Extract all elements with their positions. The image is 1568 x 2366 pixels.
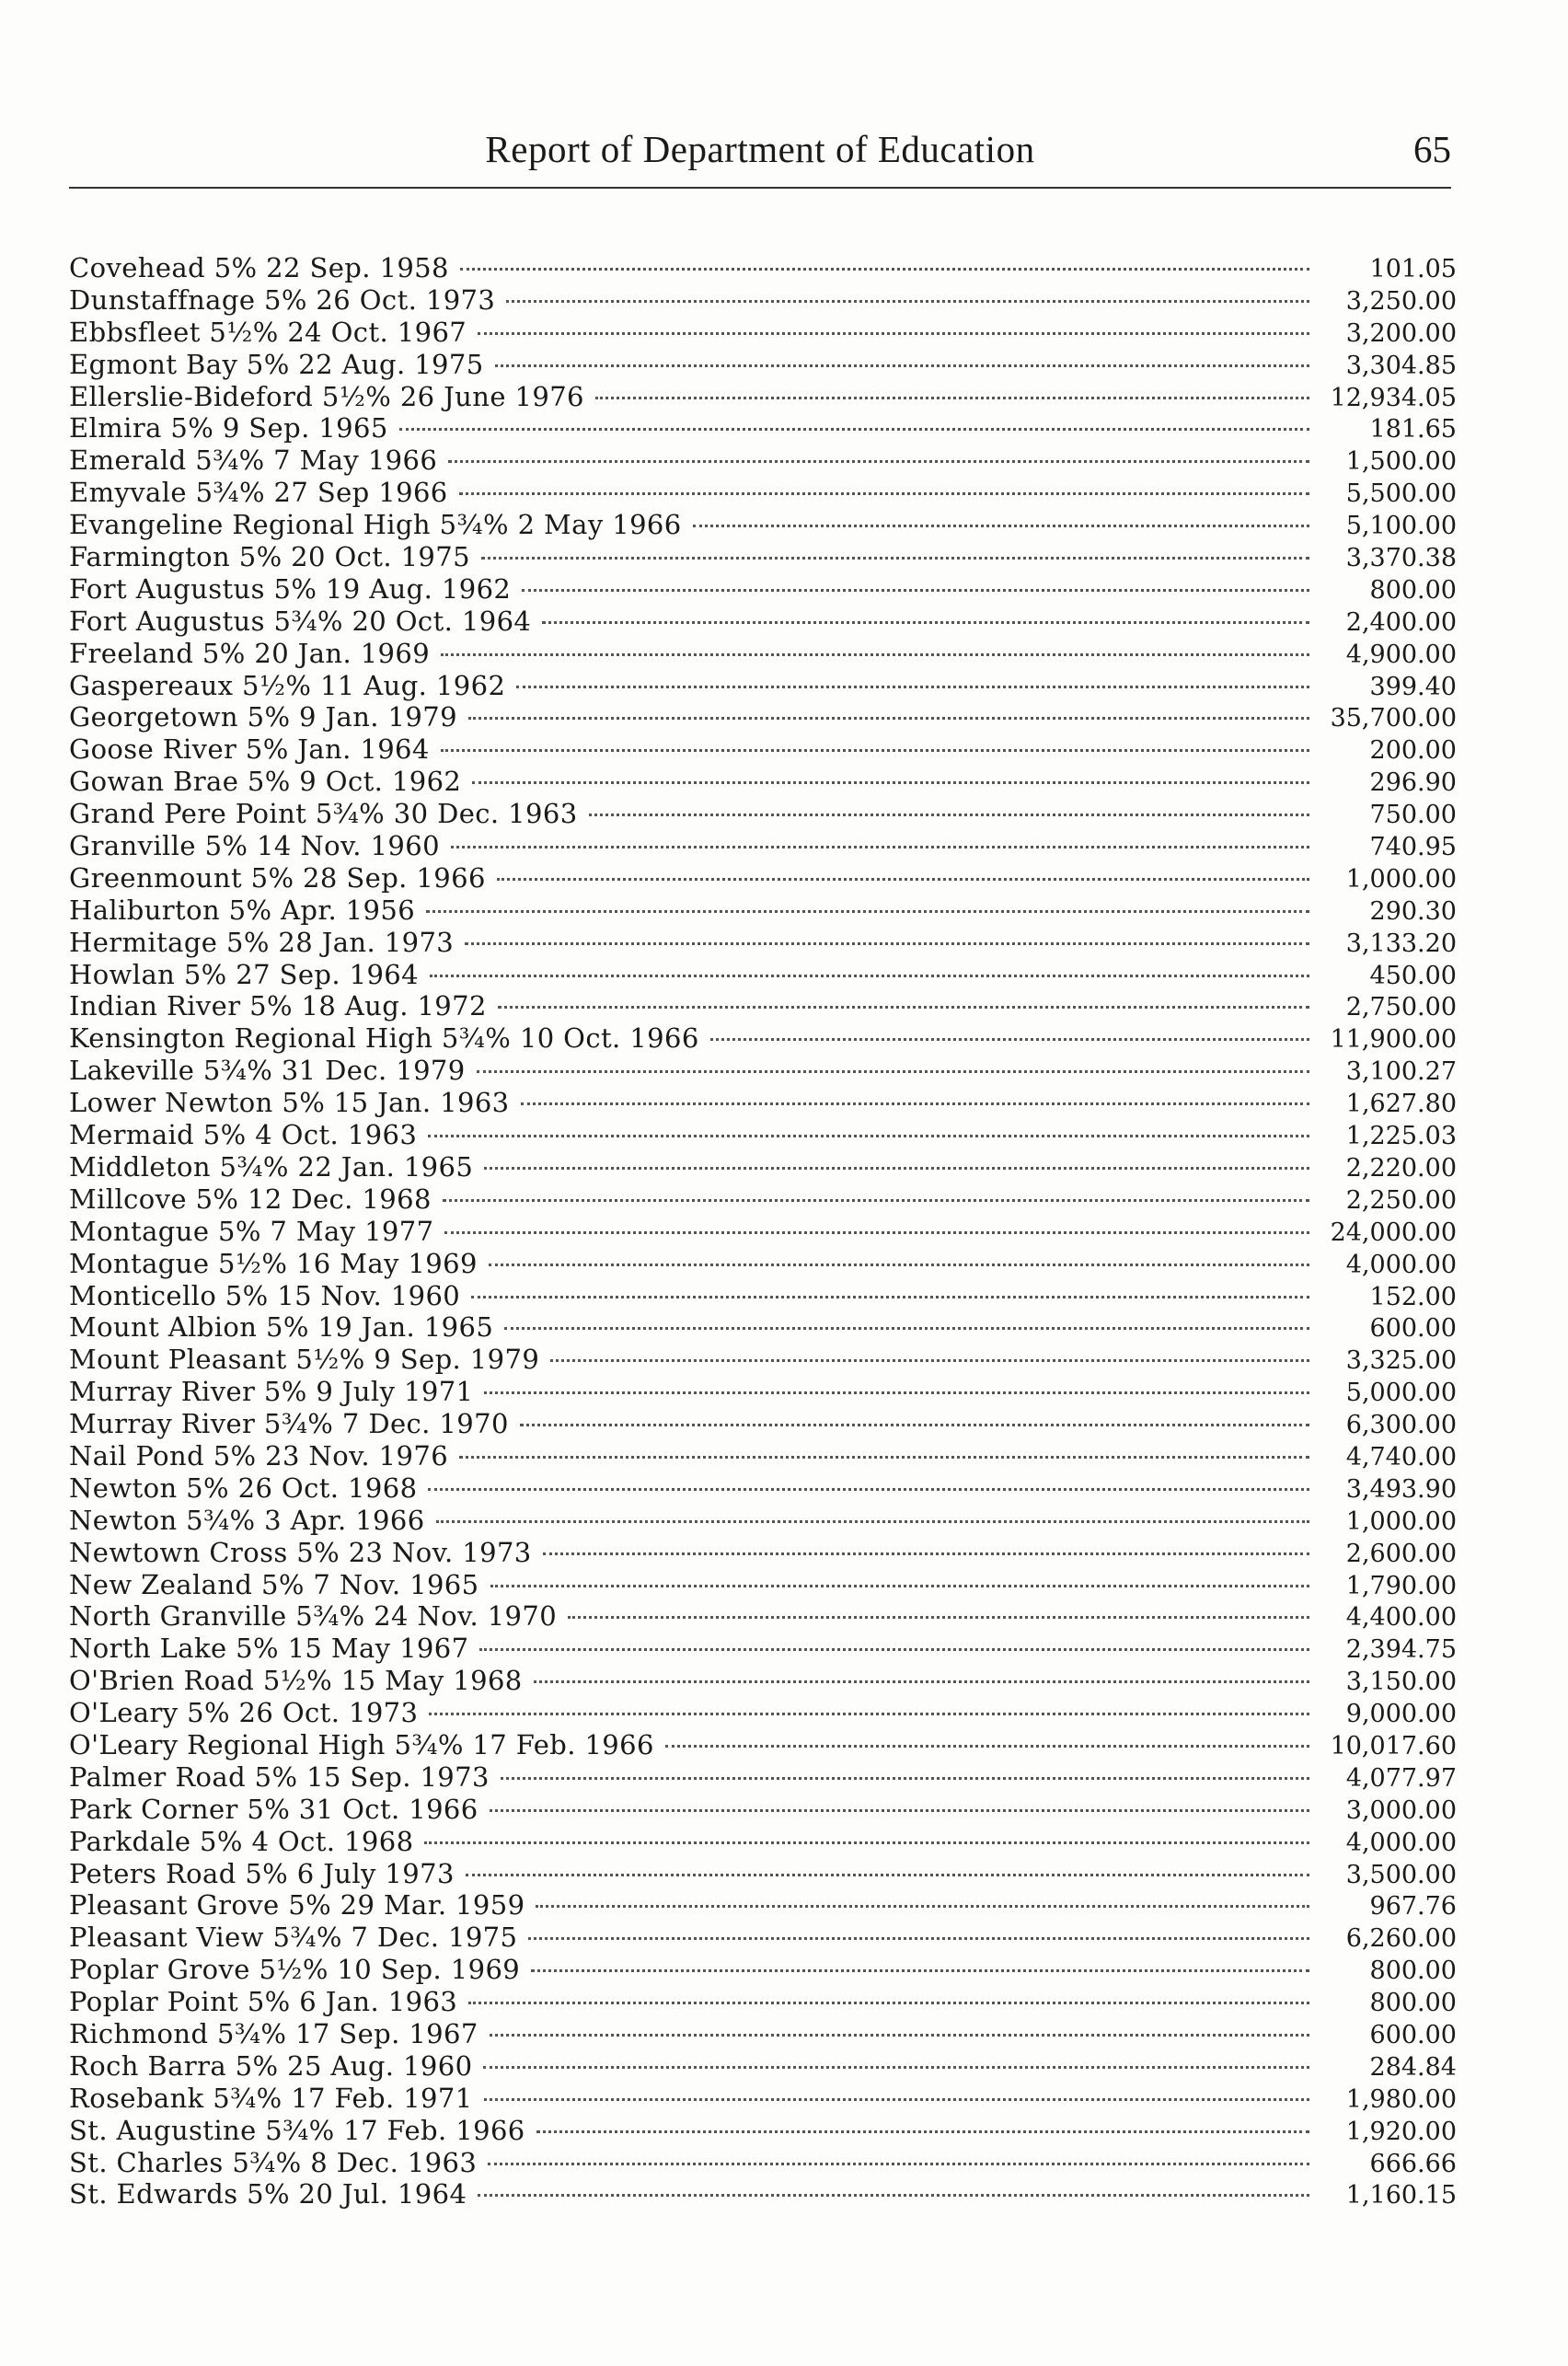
entry-amount: 200.00 [1369,736,1457,766]
list-item [69,830,1457,862]
dot-leader [521,1102,1309,1105]
list-item [69,670,1457,702]
list-item [69,317,1457,349]
dot-leader [495,364,1309,367]
entry-name: O'Leary 5% 26 Oct. 1973 [69,1697,419,1729]
list-item [69,1376,1457,1408]
dot-leader [506,300,1309,303]
entry-name: Farmington 5% 20 Oct. 1975 [69,541,470,573]
entry-name: Nail Pond 5% 23 Nov. 1976 [69,1439,449,1472]
list-item [69,1665,1457,1697]
entry-amount: 1,980.00 [1345,2084,1457,2114]
dot-leader [550,1359,1309,1362]
entry-amount: 666.66 [1369,2149,1457,2178]
entry-amount: 4,000.00 [1345,1250,1457,1279]
dot-leader [520,1424,1309,1426]
entry-name: Hermitage 5% 28 Jan. 1973 [69,926,455,958]
page-number: 65 [1413,128,1451,170]
entry-name: Fort Augustus 5¾% 20 Oct. 1964 [69,605,532,637]
entry-name: Lakeville 5¾% 31 Dec. 1979 [69,1055,466,1087]
entry-name: O'Brien Road 5½% 15 May 1968 [69,1665,523,1697]
entry-amount: 3,493.90 [1345,1474,1457,1504]
list-item [69,2018,1457,2050]
dot-leader [477,1070,1309,1073]
dot-leader [543,1552,1309,1555]
entry-name: Middleton 5¾% 22 Jan. 1965 [69,1150,474,1183]
dot-leader [465,942,1309,945]
list-item [69,1472,1457,1505]
dot-leader [531,1969,1309,1972]
dot-leader [490,1809,1309,1812]
entry-name: Pleasant View 5¾% 7 Dec. 1975 [69,1922,518,1954]
dot-leader [460,268,1309,271]
entry-name: Elmira 5% 9 Sep. 1965 [69,412,388,444]
entry-amount: 101.05 [1369,255,1457,283]
entry-amount: 4,000.00 [1345,1828,1457,1857]
dot-leader [478,332,1309,335]
list-item [69,1280,1457,1312]
entry-amount: 800.00 [1369,1956,1457,1986]
entry-amount: 3,250.00 [1345,286,1457,316]
dot-leader [504,1327,1309,1330]
entry-name: Greenmount 5% 28 Sep. 1966 [69,861,486,894]
entry-name: Dunstaffnage 5% 26 Oct. 1973 [69,283,496,316]
list-item [69,1311,1457,1344]
entry-amount: 800.00 [1369,1989,1457,2018]
list-item [69,1505,1457,1537]
entry-name: Freeland 5% 20 Jan. 1969 [69,637,431,669]
dot-leader [466,1874,1309,1876]
entry-name: St. Charles 5¾% 8 Dec. 1963 [69,2146,478,2178]
entry-amount: 2,250.00 [1345,1185,1457,1215]
dot-leader [534,1680,1309,1683]
entry-name: Montague 5½% 16 May 1969 [69,1247,478,1279]
list-item [69,1183,1457,1216]
entry-amount: 6,300.00 [1345,1411,1457,1440]
entry-amount: 1,160.15 [1345,2181,1457,2210]
entry-name: Gaspereaux 5½% 11 Aug. 1962 [69,669,506,701]
entry-amount: 5,500.00 [1345,479,1457,509]
list-item [69,638,1457,670]
entry-name: Palmer Road 5% 15 Sep. 1973 [69,1760,490,1793]
dot-leader [441,749,1309,752]
entry-name: Mount Albion 5% 19 Jan. 1965 [69,1311,494,1344]
list-item [69,1729,1457,1761]
list-item [69,1986,1457,2018]
dot-leader [444,1231,1309,1234]
dot-leader [522,589,1309,592]
entry-name: Millcove 5% 12 Dec. 1968 [69,1183,432,1215]
list-item [69,1889,1457,1922]
entry-name: Covehead 5% 22 Sep. 1958 [69,252,449,283]
list-item [69,1344,1457,1376]
entry-name: Goose River 5% Jan. 1964 [69,733,430,766]
dot-leader [589,814,1309,816]
entry-amount: 290.30 [1369,896,1457,926]
entry-amount: 5,100.00 [1345,512,1457,541]
list-item [69,1119,1457,1151]
dot-leader [426,910,1309,913]
list-item [69,927,1457,959]
list-item [69,1248,1457,1280]
dot-leader [483,2066,1309,2069]
entry-amount: 399.40 [1369,672,1457,701]
entry-name: Ellerslie-Bideford 5½% 26 June 1976 [69,380,584,412]
list-item [69,1761,1457,1794]
entry-amount: 12,934.05 [1330,383,1457,412]
dot-leader [489,1264,1309,1266]
dot-leader [490,2034,1309,2037]
entry-amount: 967.76 [1369,1892,1457,1922]
entry-amount: 4,900.00 [1345,640,1457,669]
dot-leader [399,428,1309,431]
list-item [69,2083,1457,2115]
list-item [69,541,1457,573]
list-item [69,573,1457,606]
entry-name: Rosebank 5¾% 17 Feb. 1971 [69,2082,473,2114]
entry-name: Peters Road 5% 6 July 1973 [69,1857,455,1889]
entry-amount: 1,920.00 [1345,2117,1457,2146]
dot-leader [516,686,1309,688]
entry-amount: 3,200.00 [1345,318,1457,348]
dot-leader [478,2194,1309,2197]
entry-name: New Zealand 5% 7 Nov. 1965 [69,1568,479,1600]
list-item [69,1408,1457,1440]
entry-amount: 4,400.00 [1345,1603,1457,1633]
list-item [69,1537,1457,1569]
list-item [69,701,1457,733]
entry-amount: 2,220.00 [1345,1153,1457,1183]
entry-amount: 600.00 [1369,2020,1457,2049]
entry-name: Emerald 5¾% 7 May 1966 [69,444,438,477]
dot-leader [497,878,1309,881]
list-item [69,1087,1457,1119]
entry-amount: 3,150.00 [1345,1668,1457,1697]
entry-name: Howlan 5% 27 Sep. 1964 [69,958,420,990]
dot-leader [481,557,1309,560]
dot-leader [710,1038,1309,1041]
list-item [69,1151,1457,1183]
dot-leader [542,621,1309,624]
list-item [69,990,1457,1022]
list-item [69,959,1457,991]
list-item [69,1697,1457,1729]
entry-amount: 3,000.00 [1345,1795,1457,1825]
entry-name: North Granville 5¾% 24 Nov. 1970 [69,1600,558,1633]
entry-name: Poplar Point 5% 6 Jan. 1963 [69,1986,458,2018]
entry-amount: 9,000.00 [1345,1700,1457,1729]
entry-name: Murray River 5¾% 7 Dec. 1970 [69,1408,509,1440]
entry-amount: 750.00 [1369,801,1457,830]
entry-name: Murray River 5% 9 July 1971 [69,1376,474,1408]
entry-amount: 800.00 [1369,575,1457,605]
list-item [69,798,1457,830]
entry-name: Mermaid 5% 4 Oct. 1963 [69,1119,418,1151]
entry-amount: 11,900.00 [1330,1025,1457,1055]
entry-amount: 3,304.85 [1345,351,1457,380]
entry-amount: 4,740.00 [1345,1442,1457,1472]
list-item [69,1858,1457,1890]
dot-leader [501,1777,1309,1780]
entry-amount: 3,325.00 [1345,1346,1457,1376]
dot-leader [693,525,1309,527]
debenture-list [69,252,1457,2210]
dot-leader [484,1167,1309,1170]
entry-name: St. Augustine 5¾% 17 Feb. 1966 [69,2114,525,2146]
entry-name: Newton 5¾% 3 Apr. 1966 [69,1504,425,1536]
dot-leader [459,492,1309,495]
entry-amount: 5,000.00 [1345,1379,1457,1408]
entry-amount: 600.00 [1369,1314,1457,1344]
dot-leader [490,1585,1309,1587]
dot-leader [424,1841,1309,1844]
list-item [69,1055,1457,1087]
entry-name: Emyvale 5¾% 27 Sep 1966 [69,477,448,509]
list-item [69,284,1457,317]
entry-amount: 1,000.00 [1345,864,1457,894]
entry-amount: 4,077.97 [1345,1763,1457,1793]
entry-name: O'Leary Regional High 5¾% 17 Feb. 1966 [69,1728,654,1760]
dot-leader [430,975,1309,977]
entry-amount: 2,750.00 [1345,993,1457,1022]
dot-leader [448,460,1309,463]
list-item [69,2178,1457,2210]
dot-leader [468,717,1309,720]
dot-leader [568,1616,1309,1619]
entry-amount: 284.84 [1369,2052,1457,2082]
entry-amount: 152.00 [1369,1282,1457,1311]
entry-name: Mount Pleasant 5½% 9 Sep. 1979 [69,1344,540,1376]
entry-amount: 3,133.20 [1345,929,1457,958]
list-item [69,412,1457,444]
entry-amount: 1,000.00 [1345,1506,1457,1536]
entry-name: Evangeline Regional High 5¾% 2 May 1966 [69,509,682,541]
list-item [69,606,1457,638]
entry-amount: 1,790.00 [1345,1571,1457,1600]
entry-name: St. Edwards 5% 20 Jul. 1964 [69,2178,467,2210]
list-item [69,477,1457,509]
entry-name: Gowan Brae 5% 9 Oct. 1962 [69,766,462,798]
page-title: Report of Department of Education [485,128,1035,170]
entry-name: Newton 5% 26 Oct. 1968 [69,1472,418,1504]
list-item [69,381,1457,413]
list-item [69,1022,1457,1055]
entry-amount: 181.65 [1369,415,1457,444]
list-item [69,2050,1457,2083]
list-item [69,1440,1457,1472]
list-item [69,349,1457,381]
dot-leader [595,397,1309,399]
entry-name: Georgetown 5% 9 Jan. 1979 [69,701,457,733]
entry-amount: 740.95 [1369,833,1457,862]
list-item [69,444,1457,477]
entry-amount: 24,000.00 [1330,1218,1457,1247]
entry-amount: 3,500.00 [1345,1860,1457,1889]
entry-name: Ebbsfleet 5½% 24 Oct. 1967 [69,316,467,348]
dot-leader [428,1488,1309,1491]
dot-leader [468,2002,1309,2004]
dot-leader [429,1713,1309,1715]
entry-name: North Lake 5% 15 May 1967 [69,1633,469,1665]
list-item [69,2147,1457,2179]
dot-leader [488,2163,1309,2165]
entry-name: Granville 5% 14 Nov. 1960 [69,830,440,862]
entry-amount: 1,627.80 [1345,1090,1457,1119]
list-item [69,1794,1457,1826]
entry-amount: 296.90 [1369,768,1457,798]
list-item [69,1600,1457,1633]
entry-name: Newtown Cross 5% 23 Nov. 1973 [69,1536,532,1568]
dot-leader [498,1006,1309,1009]
list-item [69,766,1457,798]
header-rule [69,187,1451,189]
dot-leader [471,1296,1309,1298]
dot-leader [479,1648,1309,1651]
entry-amount: 2,394.75 [1345,1635,1457,1665]
entry-amount: 35,700.00 [1330,704,1457,733]
list-item [69,733,1457,766]
list-item [69,1826,1457,1858]
entry-name: Lower Newton 5% 15 Jan. 1963 [69,1087,510,1119]
list-item [69,1633,1457,1665]
dot-leader [665,1745,1309,1748]
entry-name: Montague 5% 7 May 1977 [69,1215,434,1247]
entry-amount: 1,500.00 [1345,447,1457,477]
list-item [69,1954,1457,1986]
entry-amount: 3,100.27 [1345,1057,1457,1087]
entry-name: Haliburton 5% Apr. 1956 [69,894,416,926]
dot-leader [428,1135,1309,1137]
dot-leader [441,653,1309,656]
dot-leader [536,1905,1309,1908]
entry-name: Richmond 5¾% 17 Sep. 1967 [69,2017,478,2049]
entry-amount: 10,017.60 [1330,1731,1457,1760]
dot-leader [459,1456,1309,1459]
dot-leader [484,2098,1309,2101]
entry-name: Indian River 5% 18 Aug. 1972 [69,990,487,1022]
dot-leader [528,1937,1309,1940]
entry-amount: 1,225.03 [1345,1122,1457,1151]
entry-name: Poplar Grove 5½% 10 Sep. 1969 [69,1954,521,1986]
entry-name: Fort Augustus 5% 19 Aug. 1962 [69,572,512,605]
list-item [69,509,1457,541]
entry-name: Roch Barra 5% 25 Aug. 1960 [69,2049,473,2082]
dot-leader [451,846,1309,848]
entry-name: Grand Pere Point 5¾% 30 Dec. 1963 [69,798,578,830]
dot-leader [443,1199,1309,1202]
list-item [69,894,1457,927]
entry-name: Egmont Bay 5% 22 Aug. 1975 [69,348,484,380]
entry-name: Pleasant Grove 5% 29 Mar. 1959 [69,1889,525,1922]
entry-name: Parkdale 5% 4 Oct. 1968 [69,1825,414,1857]
dot-leader [484,1391,1309,1394]
list-item [69,1569,1457,1601]
entry-name: Park Corner 5% 31 Oct. 1966 [69,1793,478,1825]
entry-amount: 2,400.00 [1345,607,1457,637]
entry-name: Kensington Regional High 5¾% 10 Oct. 1966 [69,1022,699,1055]
entry-amount: 450.00 [1369,961,1457,990]
dot-leader [472,781,1309,784]
list-item [69,1922,1457,1954]
list-item [69,862,1457,894]
list-item [69,252,1457,284]
list-item [69,1216,1457,1248]
entry-amount: 2,600.00 [1345,1539,1457,1568]
entry-amount: 6,260.00 [1345,1924,1457,1954]
list-item [69,2115,1457,2147]
dot-leader [536,2130,1309,2133]
entry-amount: 3,370.38 [1345,544,1457,573]
page-header [69,121,1451,177]
entry-name: Monticello 5% 15 Nov. 1960 [69,1279,461,1311]
dot-leader [436,1520,1309,1523]
